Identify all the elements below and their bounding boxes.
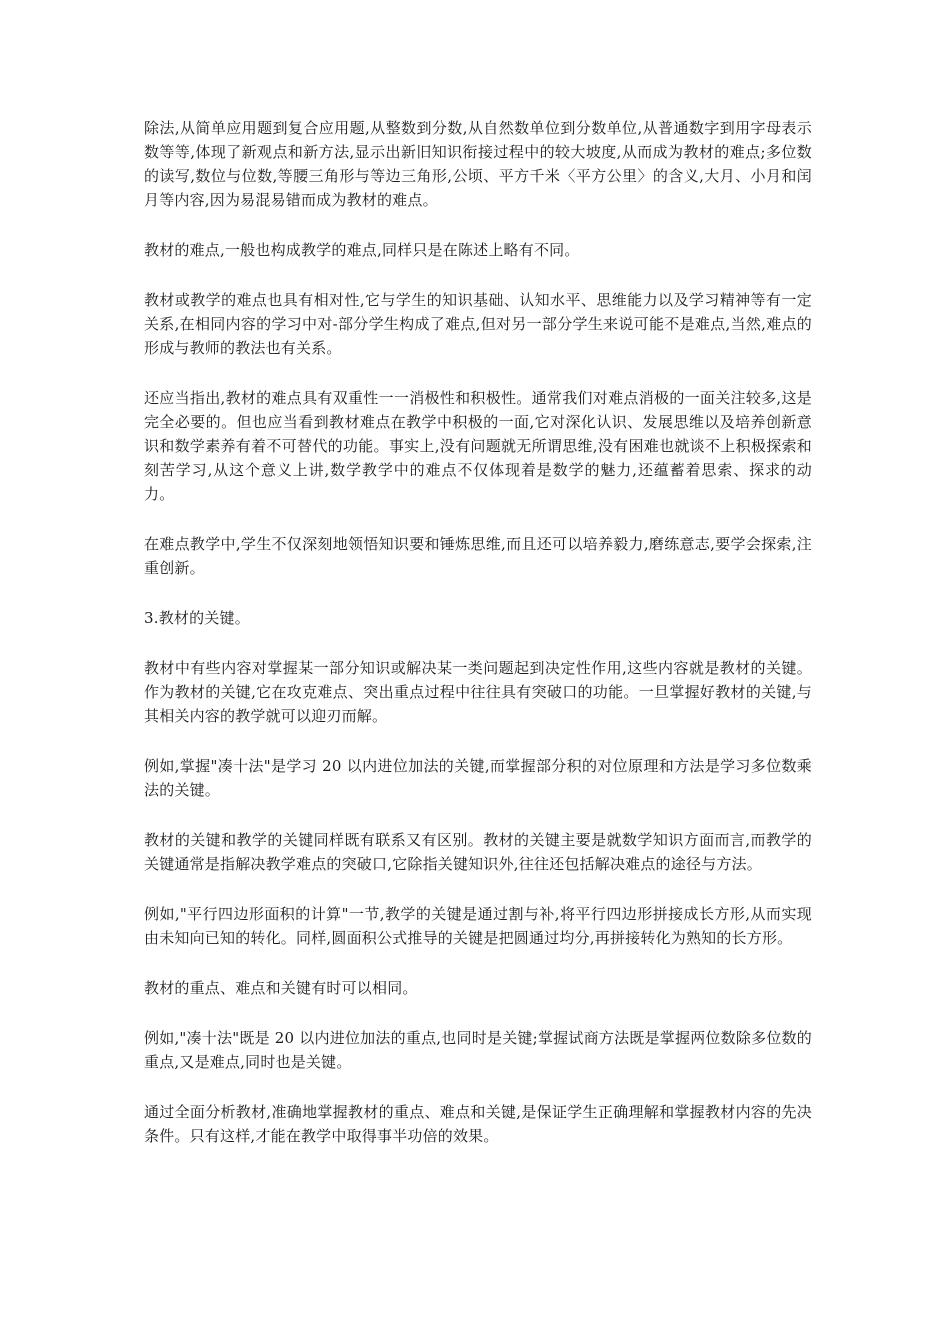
paragraph: 教材中有些内容对掌握某一部分知识或解决某一类问题起到决定性作用,这些内容就是教材的关键。作为教材的关键,它在攻克难点、突出重点过程中往往具有突破口的功能。一旦掌握好教材的关键,与其相关内容的教学就可以迎刃而解。 [144, 659, 812, 725]
paragraph: 通过全面分析教材,准确地掌握教材的重点、难点和关键,是保证学生正确理解和掌握教材内容的先决条件。只有这样,才能在教学中取得事半功倍的效果。 [144, 1103, 812, 1145]
section-heading: 3.教材的关键。 [144, 609, 250, 627]
paragraph: 教材的关键和教学的关键同样既有联系又有区别。教材的关键主要是就数学知识方面而言,而教学的关键通常是指解决教学难点的突破口,它除指关键知识外,往往还包括解决难点的途径与方法。 [144, 831, 812, 873]
document-body [144, 116, 812, 1174]
paragraph: 在难点教学中,学生不仅深刻地领悟知识要和锤炼思维,而且还可以培养毅力,磨练意志,要学会探索,注重创新。 [144, 535, 812, 577]
paragraph: 例如,"平行四边形面积的计算"一节,教学的关键是通过割与补,将平行四边形拼接成长方形,从而实现由未知向已知的转化。同样,圆面积公式推导的关键是把圆通过均分,再拼接转化为熟知的长方形。 [144, 905, 812, 947]
paragraph: 例如,掌握"凑十法"是学习 20 以内进位加法的关键,而掌握部分积的对位原理和方法是学习多位数乘法的关键。 [144, 757, 812, 799]
paragraph: 除法,从简单应用题到复合应用题,从整数到分数,从自然数单位到分数单位,从普通数字到用字母表示数等等,体现了新观点和新方法,显示出新旧知识衔接过程中的较大坡度,从而成为教材的难点;多位数的读写,数位与位数,等腰三角形与等边三角形,公顷、平方千米〈平方公里〉的含义,大月、小月和闰月等内容,因为易混易错而成为教材的难点。 [144, 119, 812, 209]
paragraph: 例如,"凑十法"既是 20 以内进位加法的重点,也同时是关键;掌握试商方法既是掌握两位数除多位数的重点,又是难点,同时也是关键。 [144, 1029, 812, 1071]
paragraph: 教材的重点、难点和关键有时可以相同。 [144, 979, 418, 997]
paragraph: 教材或教学的难点也具有相对性,它与学生的知识基础、认知水平、思维能力以及学习精神等有一定关系,在相同内容的学习中对-部分学生构成了难点,但对另一部分学生来说可能不是难点,当然,难点的形成与教师的教法也有关系。 [144, 291, 812, 357]
paragraph: 教材的难点,一般也构成教学的难点,同样只是在陈述上略有不同。 [144, 241, 580, 259]
paragraph: 还应当指出,教材的难点具有双重性一一消极性和积极性。通常我们对难点消极的一面关注较多,这是完全必要的。但也应当看到教材难点在教学中积极的一面,它对深化认识、发展思维以及培养创新意识和数学素养有着不可替代的功能。事实上,没有问题就无所谓思维,没有困难也就谈不上积极探索和刻苦学习,从这个意义上讲,数学教学中的难点不仅体现着是数学的魅力,还蕴蓄着思索、探求的动力。 [144, 389, 812, 503]
